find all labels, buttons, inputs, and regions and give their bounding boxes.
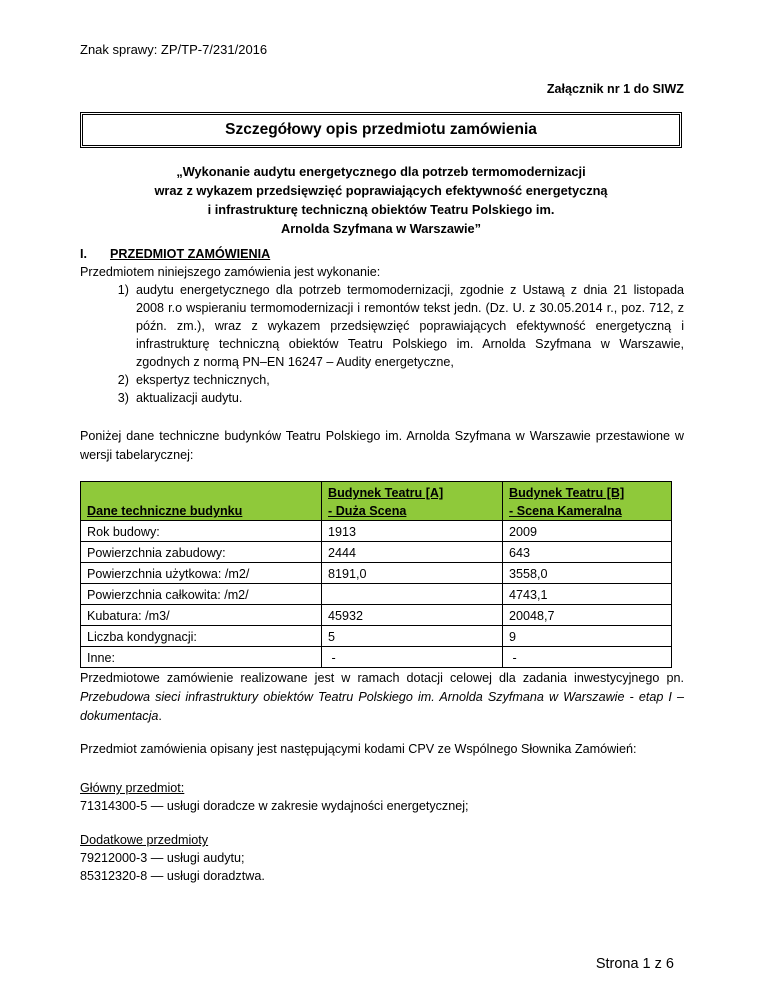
cell-b: 4743,1 (503, 584, 672, 605)
subtitle-line: „Wykonanie audytu energetycznego dla potrzeb termomodernizacji (176, 164, 586, 179)
row-label: Inne: (81, 647, 322, 668)
row-label: Rok budowy: (81, 521, 322, 542)
cell-b: 9 (503, 626, 672, 647)
list-text: audytu energetycznego dla potrzeb termomodernizacji, zgodnie z Ustawą z dnia 21 listopada 2008 r.o wspieraniu termomodernizacji i remontów tekst jedn. (Dz. U. z 30.05.2014 r., poz. 712, z późn. zm.), wraz z wykazem przedsięwzięć poprawiających efektywność energetyczną i infrastrukturę techniczną obiektów Teatru Polskiego im. Arnolda Szyfmana w Warszawie, zgodnych z normą PN–EN 16247 – Audity energetyczne, (136, 283, 684, 369)
row-label: Powierzchnia użytkowa: /m2/ (81, 563, 322, 584)
extra-subjects (80, 831, 684, 885)
cell-a: 8191,0 (322, 563, 503, 584)
subtitle-line: wraz z wykazem przedsięwzięć poprawiających efektywność energetyczną (154, 183, 608, 198)
cell-a: 1913 (322, 521, 503, 542)
list-number: 1) (117, 283, 129, 297)
list-item (80, 371, 684, 389)
cell-a (322, 584, 503, 605)
funding-text: Przedmiotowe zamówienie realizowane jest w ramach dotacji celowej dla zadania inwestycyjnego pn. (80, 671, 684, 685)
cell-b: 3558,0 (503, 563, 672, 584)
technical-data-table (80, 481, 672, 668)
header-line: - Duża Scena (328, 504, 407, 518)
header-line: Budynek Teatru [A] (328, 486, 444, 500)
header-cell (503, 482, 672, 521)
cell-b: 2009 (503, 521, 672, 542)
title-box (80, 112, 682, 148)
cpv-code: 85312320-8 — usługi doradztwa. (80, 869, 265, 883)
cell-b: 20048,7 (503, 605, 672, 626)
cell-b: - (503, 647, 672, 668)
header-cell: Dane techniczne budynku (81, 482, 322, 521)
section-heading (80, 247, 270, 261)
list-item (80, 281, 684, 371)
scope-list (80, 281, 684, 407)
list-number: 2) (117, 373, 129, 387)
project-name: Przebudowa sieci infrastruktury obiektów Teatru Polskiego im. Arnolda Szyfmana w Warszawie - etap I – dokumentacja (80, 690, 684, 723)
page-title: Szczegółowy opis przedmiotu zamówienia (225, 121, 537, 138)
funding-text-end: . (158, 709, 162, 723)
cpv-code: 79212000-3 — usługi audytu; (80, 851, 245, 865)
list-text: aktualizacji audytu. (136, 391, 243, 405)
cpv-code: 71314300-5 — usługi doradcze w zakresie wydajności energetycznej; (80, 799, 469, 813)
page-number: Strona 1 z 6 (595, 956, 674, 972)
annex-label: Załącznik nr 1 do SIWZ (546, 82, 684, 96)
case-number: Znak sprawy: ZP/TP-7/231/2016 (80, 42, 268, 57)
subtitle (80, 162, 682, 238)
table-row (81, 521, 672, 542)
table-intro: Poniżej dane techniczne budynków Teatru Polskiego im. Arnolda Szyfmana w Warszawie przestawione w wersji tabelarycznej: (80, 429, 684, 462)
cpv-intro: Przedmiot zamówienia opisany jest następującymi kodami CPV ze Wspólnego Słownika Zamówień: (80, 742, 637, 756)
main-subject (80, 779, 684, 815)
list-text: ekspertyz technicznych, (136, 373, 270, 387)
subtitle-line: Arnolda Szyfmana w Warszawie” (280, 221, 482, 236)
section-intro: Przedmiotem niniejszego zamówienia jest wykonanie: (80, 265, 381, 279)
section-number: I. (80, 247, 87, 261)
subtitle-line: i infrastrukturę techniczną obiektów Teatru Polskiego im. (207, 202, 555, 217)
header-line: Budynek Teatru [B] (509, 486, 625, 500)
cell-a: - (322, 647, 503, 668)
table-row (81, 563, 672, 584)
list-item (80, 389, 684, 407)
cell-b: 643 (503, 542, 672, 563)
row-label: Liczba kondygnacji: (81, 626, 322, 647)
funding-paragraph (80, 669, 684, 726)
table-row (81, 647, 672, 668)
table-row (81, 626, 672, 647)
table-header-row (81, 482, 672, 521)
cell-a: 5 (322, 626, 503, 647)
row-label: Kubatura: /m3/ (81, 605, 322, 626)
list-number: 3) (117, 391, 129, 405)
section-title: PRZEDMIOT ZAMÓWIENIA (110, 247, 271, 261)
extra-subjects-heading: Dodatkowe przedmioty (80, 833, 209, 847)
table-row (81, 605, 672, 626)
table-row (81, 584, 672, 605)
header-line: - Scena Kameralna (509, 504, 622, 518)
row-label: Powierzchnia całkowita: /m2/ (81, 584, 322, 605)
table-row (81, 542, 672, 563)
cell-a: 2444 (322, 542, 503, 563)
row-label: Powierzchnia zabudowy: (81, 542, 322, 563)
header-cell (322, 482, 503, 521)
main-subject-heading: Główny przedmiot: (80, 781, 185, 795)
cell-a: 45932 (322, 605, 503, 626)
